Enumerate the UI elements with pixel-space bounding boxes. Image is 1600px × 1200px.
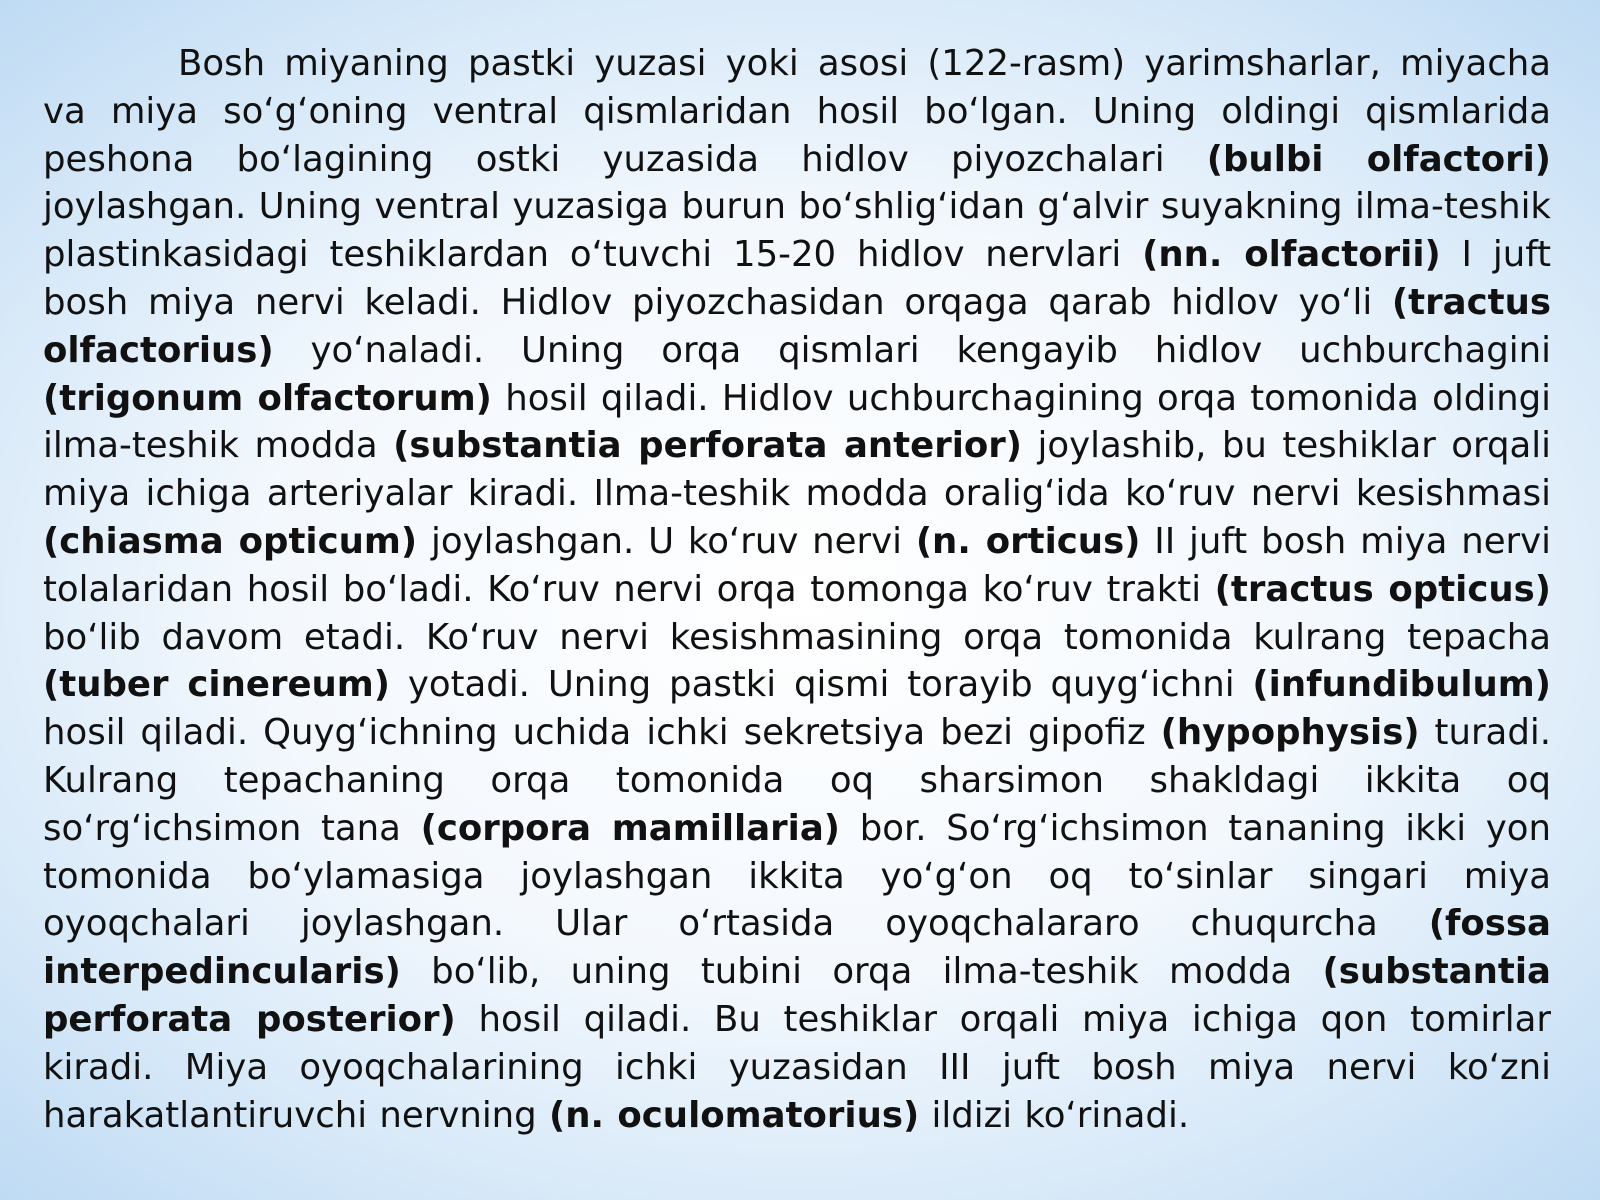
text-run: I juft bosh miya nervi keladi. Hidlov piyozchasidan orqaga qarab hidlov yo‘li xyxy=(43,234,1551,323)
text-run: hosil qiladi. Hidlov uchburchagining orqa tomonida oldingi ilma-teshik modda xyxy=(43,377,1551,467)
text-run: bor. So‘rg‘ichsimon tananing ikki yon tomonida bo‘ylamasiga joylashgan ikkita yo‘g‘on oq to‘sinlar singari miya oyoqchalari joylashgan. Ular o‘rtasida oyoqchalararo chuqurcha xyxy=(43,807,1552,945)
text-run: turadi. Kulrang tepachaning orqa tomonida oq sharsimon shakldagi ikkita oq so‘rg‘ichsimon tana xyxy=(43,712,1551,849)
latin-term: (n. orticus) xyxy=(915,520,1141,562)
text-run: yo‘naladi. Uning orqa qismlari kengayib hidlov uchburchagini xyxy=(273,329,1551,371)
document-page xyxy=(43,40,1551,1190)
body-paragraph xyxy=(43,40,1551,1139)
latin-term: (tractus olfactorius) xyxy=(43,281,1551,371)
text-run: joylashgan. Uning ventral yuzasiga burun bo‘shlig‘idan g‘alvir suyakning ilma-teshik plastinkasidagi teshiklardan o‘tuvchi 15-20 hidlov nervlari xyxy=(43,186,1551,276)
latin-term: (fossa interpedincularis) xyxy=(43,903,1551,993)
text-run: hosil qiladi. Quyg‘ichning uchida ichki sekretsiya bezi gipofiz xyxy=(43,712,1161,754)
text-run: joylashib, bu teshiklar orqali miya ichiga arteriyalar kiradi. Ilma-teshik modda oralig‘ida ko‘ruv nervi kesishmasi xyxy=(43,425,1551,515)
latin-term: (bulbi olfactori) xyxy=(1206,138,1551,180)
latin-term: (tuber cinereum) xyxy=(43,664,391,706)
latin-term: (substantia perforata posterior) xyxy=(43,951,1551,1040)
text-run: Bosh miyaning pastki yuzasi yoki asosi (122-rasm) yarimsharlar, miyacha va miya so‘g‘oning ventral qismlaridan hosil bo‘lgan. Uning oldingi qismlarida peshona bo‘lagining ostki yuzasida hidlov piyozchalari xyxy=(43,43,1551,180)
text-run: joylashgan. U ko‘ruv nervi xyxy=(417,520,916,562)
text-run: bo‘lib, uning tubini orqa ilma-teshik modda xyxy=(400,951,1323,993)
latin-term: (n. oculomatorius) xyxy=(549,1094,920,1136)
latin-term: (hypophysis) xyxy=(1160,712,1420,754)
latin-term: (chiasma opticum) xyxy=(43,520,418,562)
latin-term: (nn. olfactorii) xyxy=(1142,234,1441,276)
latin-term: (trigonum olfactorum) xyxy=(43,377,492,419)
text-run: II juft bosh miya nervi tolalaridan hosil bo‘ladi. Ko‘ruv nervi orqa tomonga ko‘ruv trakti xyxy=(43,520,1552,610)
latin-term: (tractus opticus) xyxy=(1214,568,1551,610)
latin-term: (corpora mamillaria) xyxy=(420,807,841,849)
text-run: hosil qiladi. Bu teshiklar orqali miya ichiga qon tomirlar kiradi. Miya oyoqchalarining ichki yuzasidan III juft bosh miya nervi ko‘zni harakatlantiruvchi nervning xyxy=(43,998,1551,1136)
latin-term: (substantia perforata anterior) xyxy=(393,425,1023,467)
latin-term: (infundibulum) xyxy=(1252,664,1551,706)
text-run: ildizi ko‘rinadi. xyxy=(919,1094,1190,1136)
text-run: bo‘lib davom etadi. Ko‘ruv nervi kesishmasining orqa tomonida kulrang tepacha xyxy=(43,616,1551,658)
text-run: yotadi. Uning pastki qismi torayib quyg‘ichni xyxy=(390,664,1253,706)
